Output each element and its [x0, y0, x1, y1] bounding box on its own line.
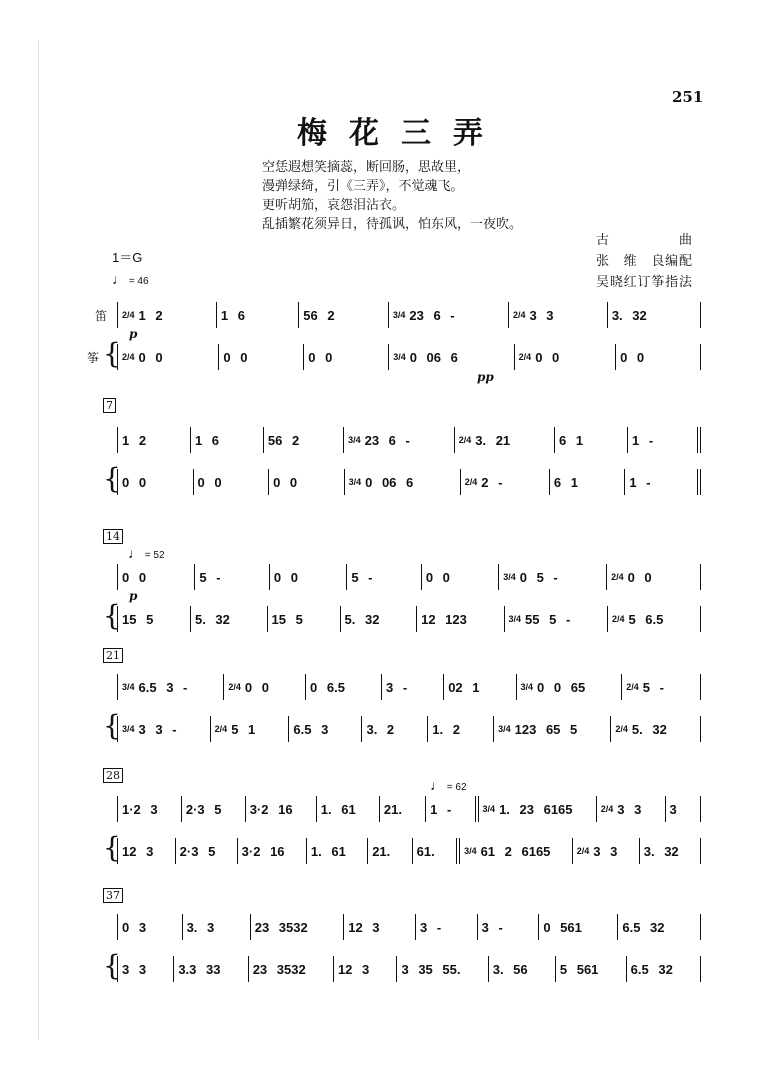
- credit-line: 吴晓红订筝指法: [596, 275, 692, 290]
- brace-icon: {: [103, 462, 121, 495]
- measure-notes: 1 2: [138, 307, 163, 323]
- credits: [596, 230, 692, 293]
- measure: [175, 838, 237, 864]
- measure-notes: 1 -: [430, 801, 452, 817]
- measure: [343, 914, 415, 940]
- measure-notes: 3. 32: [611, 307, 647, 323]
- measure: [344, 469, 460, 495]
- measure: [269, 564, 346, 590]
- measure-notes: 5 1: [231, 721, 256, 737]
- zheng-stave: [103, 831, 701, 866]
- key-signature: 1＝G: [112, 250, 143, 265]
- zheng-stave: [103, 462, 701, 497]
- time-signature: 3/4: [498, 724, 511, 734]
- measure-notes: 3 3: [593, 843, 618, 859]
- measure: [210, 716, 289, 742]
- measure-notes: 1 -: [632, 432, 654, 448]
- measure-notes: 0 0: [197, 474, 222, 490]
- measure-notes: 3. 56: [492, 961, 528, 977]
- measure: [182, 914, 250, 940]
- score-system: [87, 300, 701, 384]
- tempo-marking: ♩ = 46: [112, 271, 149, 287]
- measure: [190, 427, 263, 453]
- measure-notes: 0 561: [543, 919, 582, 935]
- measure: [639, 838, 700, 864]
- measure: [477, 914, 539, 940]
- measure: [340, 606, 417, 632]
- measure-notes: 15 5: [122, 611, 154, 627]
- brace-icon: {: [103, 831, 121, 864]
- measure: [248, 956, 333, 982]
- measure: [427, 716, 493, 742]
- measure-notes: 3. 32: [643, 843, 679, 859]
- bar-line: [700, 564, 701, 590]
- score-system: [103, 562, 701, 634]
- measure: [117, 427, 190, 453]
- measure: [245, 796, 316, 822]
- measure: [456, 838, 572, 864]
- measure-notes: 3. 2: [366, 721, 395, 737]
- page-number: 251: [672, 88, 704, 106]
- flute-stave: [117, 794, 701, 824]
- measure: [460, 469, 549, 495]
- quarter-note-icon: ♩: [112, 271, 126, 287]
- score-system: [103, 672, 701, 744]
- brace-icon: {: [103, 599, 121, 632]
- measure-notes: 0 0: [223, 349, 248, 365]
- measure-notes: 21.: [372, 843, 391, 859]
- bar-line: [700, 344, 701, 370]
- measure-notes: 2·3 5: [179, 843, 216, 859]
- measure-notes: 5 561: [559, 961, 599, 977]
- time-signature: 3/4: [122, 682, 135, 692]
- measure: [288, 716, 361, 742]
- measure-notes: 1 -: [629, 474, 651, 490]
- brace-icon: {: [103, 949, 121, 982]
- quarter-note-icon: ♩: [128, 545, 142, 561]
- measure-notes: 0 0: [122, 569, 147, 585]
- flute-stave: [117, 562, 701, 603]
- time-signature: 2/4: [615, 724, 628, 734]
- time-signature: 3/4: [482, 804, 496, 814]
- page-title: 梅花三弄: [297, 116, 505, 151]
- measure: [117, 956, 173, 982]
- measure-notes: 3. 21: [475, 432, 511, 448]
- measure-notes: 0 0: [425, 569, 450, 585]
- time-signature: 2/4: [458, 435, 472, 445]
- time-signature: 3/4: [503, 572, 516, 582]
- time-signature: 2/4: [228, 682, 241, 692]
- measure: [610, 716, 700, 742]
- time-signature: 2/4: [611, 614, 625, 624]
- zheng-stave: [103, 599, 701, 634]
- measure-notes: 6.5 32: [622, 919, 665, 935]
- time-signature: 3/4: [508, 614, 522, 624]
- measure: [396, 956, 487, 982]
- measure-notes: 6.5 3: [293, 721, 329, 737]
- measure-notes: 1 2: [122, 432, 147, 448]
- time-signature: 2/4: [576, 846, 590, 856]
- time-signature: 2/4: [122, 310, 135, 320]
- measure: [607, 606, 700, 632]
- measure-notes: 3. 3: [186, 919, 215, 935]
- measure-notes: 15 5: [271, 611, 303, 627]
- measure: [555, 956, 626, 982]
- brace-icon: {: [103, 337, 121, 370]
- measure-notes: 02 1: [448, 679, 480, 695]
- measure: [117, 606, 190, 632]
- measure: [624, 469, 697, 495]
- bar-line: [700, 796, 701, 822]
- measure: [367, 838, 411, 864]
- measure-notes: 3.3 33: [178, 961, 221, 977]
- measure: [627, 427, 697, 453]
- measure: [117, 674, 223, 700]
- time-signature: 2/4: [518, 352, 532, 362]
- measure: [415, 914, 477, 940]
- measure: [361, 716, 427, 742]
- poem-line: 漫弹绿绮，引《三弄》，不觉魂飞。: [262, 179, 464, 194]
- measure: [117, 914, 182, 940]
- measure-notes: 3: [669, 801, 677, 817]
- bar-line: [700, 606, 701, 632]
- measure: [412, 838, 456, 864]
- measure: [306, 838, 367, 864]
- measure: [572, 838, 639, 864]
- measure-notes: 55 5 -: [525, 611, 571, 627]
- measure: [117, 716, 210, 742]
- measure: [498, 564, 606, 590]
- quarter-note-icon: ♩: [430, 777, 444, 793]
- time-signature: 2/4: [626, 682, 639, 692]
- measure: [388, 344, 513, 370]
- measure-notes: 1. 61: [310, 843, 346, 859]
- measure-notes: 61 2 6165: [480, 843, 551, 859]
- measure: [316, 796, 379, 822]
- measure-notes: 3 -: [385, 679, 408, 695]
- measure-notes: 0 0: [273, 569, 298, 585]
- measure-notes: 5 -: [642, 679, 664, 695]
- time-signature: 3/4: [348, 435, 361, 445]
- measure-notes: 0 06 6: [409, 349, 458, 365]
- measure: [621, 674, 700, 700]
- bar-line: [700, 914, 701, 940]
- time-signature: 2/4: [611, 572, 624, 582]
- measure: [190, 606, 267, 632]
- time-signature: 2/4: [512, 310, 526, 320]
- credit-line: 古 曲: [596, 233, 692, 248]
- bar-line: [700, 716, 701, 742]
- zheng-label: 筝: [87, 350, 100, 365]
- measure: [223, 674, 305, 700]
- time-signature: 2/4: [214, 724, 228, 734]
- measure-notes: 1. 2: [432, 721, 460, 737]
- measure: [237, 838, 306, 864]
- measure-notes: 21.: [383, 801, 402, 817]
- measure: [117, 469, 193, 495]
- measure: [117, 796, 181, 822]
- rehearsal-mark: 21: [103, 648, 123, 663]
- measure-notes: 0 0: [122, 474, 147, 490]
- measure-notes: 3 3: [617, 801, 642, 817]
- measure: [425, 796, 474, 822]
- measure-notes: 0 0: [627, 569, 652, 585]
- score-system: [103, 425, 701, 497]
- measure-notes: 12 3: [348, 919, 380, 935]
- measure: [596, 796, 665, 822]
- dynamic-marking: p: [129, 327, 138, 341]
- measure-notes: 12 123: [421, 611, 467, 627]
- measure: [549, 469, 625, 495]
- measure-notes: 123 65 5: [514, 721, 578, 737]
- flute-label: 笛: [95, 308, 108, 323]
- measure: [216, 302, 298, 328]
- time-signature: 3/4: [122, 724, 135, 734]
- measure-notes: 6.5 3 -: [138, 679, 188, 695]
- measure-notes: 2·3 5: [185, 801, 222, 817]
- measure: [193, 469, 269, 495]
- rehearsal-mark: 28: [103, 768, 123, 783]
- measure-notes: 5. 32: [344, 611, 380, 627]
- measure-notes: 12 3: [122, 843, 154, 859]
- tempo-value: 46: [137, 276, 149, 287]
- measure-notes: 5 -: [199, 569, 221, 585]
- time-signature: 3/4: [392, 310, 406, 320]
- measure-notes: 3 3: [529, 307, 554, 323]
- measure: [493, 716, 610, 742]
- flute-stave: [117, 425, 701, 455]
- measure: [173, 956, 247, 982]
- measure: [554, 427, 627, 453]
- tempo-value: 62: [455, 782, 467, 793]
- poem-line: 更听胡笳，哀怨泪沾衣。: [262, 198, 406, 213]
- measure: [454, 427, 554, 453]
- zheng-stave: [103, 949, 701, 984]
- tempo-marking: ♩ = 62: [430, 777, 467, 793]
- time-signature: 2/4: [464, 477, 478, 487]
- measure-notes: 5 6.5: [628, 611, 664, 627]
- flute-stave: [117, 912, 701, 942]
- measure-notes: 6 1: [559, 432, 584, 448]
- measure: [194, 564, 269, 590]
- measure: [388, 302, 508, 328]
- measure: [617, 914, 700, 940]
- measure-notes: 5. 32: [631, 721, 667, 737]
- measure: [117, 302, 216, 328]
- brace-icon: {: [103, 709, 121, 742]
- measure-notes: 0 0: [273, 474, 298, 490]
- measure: [665, 796, 700, 822]
- measure-notes: 23 6 -: [364, 432, 410, 448]
- measure-notes: 1·2 3: [122, 801, 158, 817]
- flute-stave: [95, 300, 701, 341]
- measure: [538, 914, 617, 940]
- measure: [117, 564, 194, 590]
- tempo-marking: ♩ = 52: [128, 545, 165, 561]
- score-system: [103, 912, 701, 984]
- rehearsal-mark: 14: [103, 529, 123, 544]
- measure: [117, 344, 218, 370]
- measure-notes: 1 6: [220, 307, 245, 323]
- measure: [488, 956, 555, 982]
- measure: [615, 344, 700, 370]
- measure-notes: 1. 23 6165: [499, 801, 573, 817]
- bar-line: [700, 302, 701, 328]
- bar-line: [697, 427, 701, 453]
- measure: [379, 796, 425, 822]
- poem: [262, 158, 522, 234]
- measure-notes: 5. 32: [194, 611, 230, 627]
- poem-line: 乱插繁花须异日，待孤讽，怕东风，一夜吹。: [262, 217, 523, 232]
- measure: [343, 427, 454, 453]
- measure-notes: 0 0 65: [537, 679, 586, 695]
- bar-line: [700, 838, 701, 864]
- measure-notes: 3 -: [481, 919, 503, 935]
- poem-line: 空恁遐想笑摘蕊，断回肠，思故里，: [262, 160, 471, 175]
- zheng-stave: [103, 709, 701, 744]
- measure: [475, 796, 596, 822]
- measure: [298, 302, 388, 328]
- measure: [268, 469, 344, 495]
- bar-line: [700, 956, 701, 982]
- measure: [516, 674, 622, 700]
- measure: [416, 606, 503, 632]
- time-signature: 2/4: [122, 352, 135, 362]
- measure-notes: 6 1: [553, 474, 578, 490]
- measure: [346, 564, 421, 590]
- time-signature: 3/4: [393, 352, 406, 362]
- measure-notes: 0 3: [122, 919, 147, 935]
- measure: [626, 956, 700, 982]
- measure-notes: 3 3: [122, 961, 147, 977]
- measure-notes: 23 6 -: [409, 307, 455, 323]
- measure: [218, 344, 303, 370]
- measure-notes: 1 6: [194, 432, 220, 448]
- measure-notes: 5 -: [351, 569, 373, 585]
- measure: [263, 427, 343, 453]
- measure-notes: 3·2 16: [249, 801, 293, 817]
- measure: [303, 344, 388, 370]
- measure: [606, 564, 700, 590]
- measure-notes: 56 2: [303, 307, 335, 323]
- measure: [181, 796, 245, 822]
- measure: [508, 302, 607, 328]
- zheng-stave: [87, 337, 701, 384]
- measure: [250, 914, 343, 940]
- bar-line: [700, 674, 701, 700]
- time-signature: 2/4: [600, 804, 614, 814]
- measure: [514, 344, 615, 370]
- measure-notes: 0 0: [244, 679, 269, 695]
- measure-notes: 23 3532: [254, 919, 308, 935]
- measure: [117, 838, 175, 864]
- measure-notes: 0 5 -: [519, 569, 558, 585]
- page-edge: [38, 40, 39, 1040]
- dynamic-marking: p: [129, 589, 138, 603]
- measure-notes: 0 06 6: [365, 474, 414, 490]
- rehearsal-mark: 7: [103, 398, 116, 413]
- time-signature: 3/4: [348, 477, 362, 487]
- measure-notes: 3 35 55.: [401, 961, 461, 977]
- credit-line: 张 维 良编配: [596, 254, 692, 269]
- measure-notes: 12 3: [337, 961, 370, 977]
- measure-notes: 3 -: [420, 919, 442, 935]
- dynamic-marking: pp: [477, 370, 494, 384]
- measure-notes: 0 6.5: [310, 679, 345, 695]
- tempo-value: 52: [153, 550, 165, 561]
- measure: [333, 956, 397, 982]
- flute-stave: [117, 672, 701, 702]
- measure-notes: 23 3532: [252, 961, 306, 977]
- measure-notes: 1. 61: [320, 801, 356, 817]
- time-signature: 3/4: [464, 846, 477, 856]
- time-signature: 3/4: [520, 682, 534, 692]
- measure-notes: 2 -: [481, 474, 503, 490]
- rehearsal-mark: 37: [103, 888, 123, 903]
- measure: [504, 606, 607, 632]
- measure: [443, 674, 515, 700]
- measure: [267, 606, 340, 632]
- measure-notes: 61.: [416, 843, 435, 859]
- measure-notes: 3 3 -: [138, 721, 177, 737]
- measure-notes: 3·2 16: [241, 843, 285, 859]
- measure-notes: 0 0: [308, 349, 333, 365]
- measure: [381, 674, 443, 700]
- measure: [305, 674, 381, 700]
- measure-notes: 0 0: [620, 349, 645, 365]
- measure-notes: 6.5 32: [630, 961, 673, 977]
- measure-notes: 0 0: [535, 349, 560, 365]
- measure-notes: 0 0: [138, 349, 163, 365]
- measure: [607, 302, 700, 328]
- score-system: [103, 794, 701, 866]
- measure-notes: 56 2: [267, 432, 300, 448]
- measure: [421, 564, 498, 590]
- bar-line: [697, 469, 701, 495]
